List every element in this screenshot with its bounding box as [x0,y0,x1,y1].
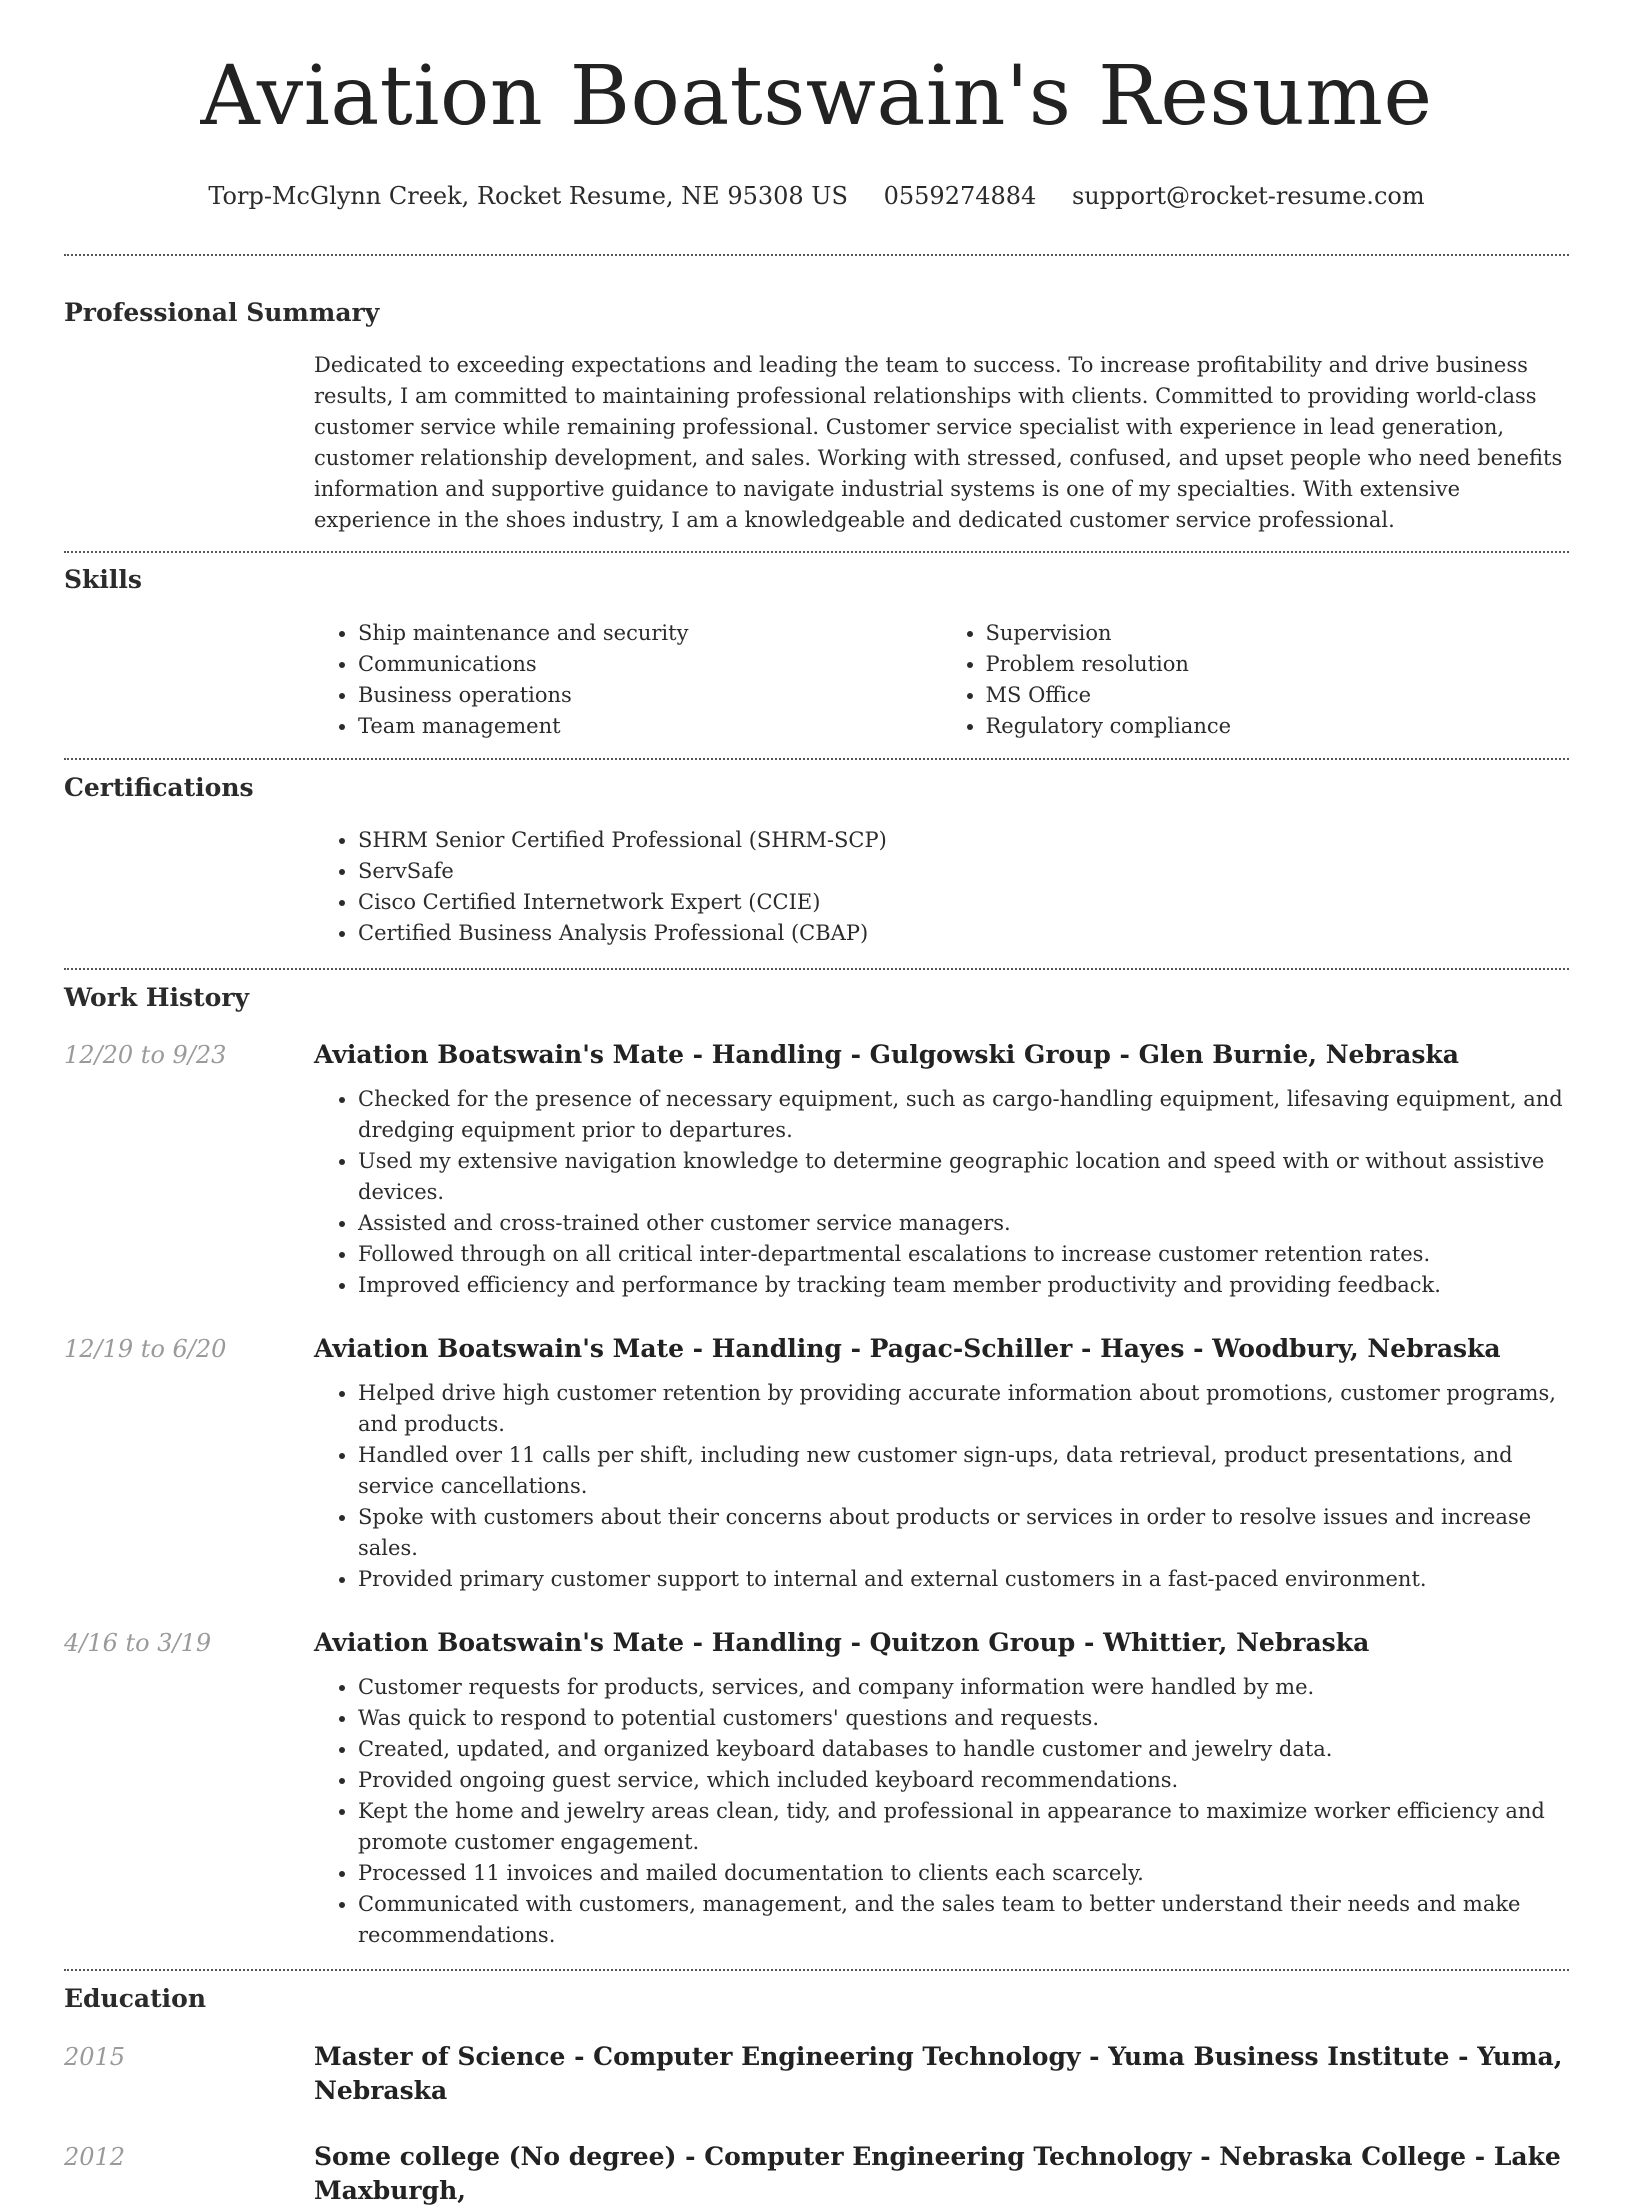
skills-list-left [314,618,942,742]
education-section [64,1982,1569,2208]
skill-item: • Ship maintenance and security [358,618,942,649]
job-entry [64,1038,1569,1301]
work-heading: Work History [64,983,250,1012]
job-dates: 12/19 to 6/20 [64,1335,227,1363]
divider [64,254,1569,256]
contact-address: Torp-McGlynn Creek, Rocket Resume, NE 95308 US [208,182,848,210]
skill-item: • Problem resolution [986,649,1570,680]
education-entry [64,2040,1569,2108]
job-bullets [314,1672,1569,1951]
certifications-list [314,825,1569,949]
certifications-heading: Certifications [64,773,254,802]
summary-text: Dedicated to exceeding expectations and leading the team to success. To increase profitability and drive business results, I am committed to maintaining professional relationships with clients. Committed to providing world-class customer service while remaining professional. Customer service specialist with experience in lead generation, customer relationship development, and sales. Working with stressed, confused, and upset people who need benefits information and supportive guidance to navigate industrial systems is one of my specialties. With extensive experience in the shoes industry, I am a knowledgeable and dedicated customer service professional. [314,353,1563,532]
job-bullet: • Provided ongoing guest service, which included keyboard recommendations. [358,1765,1569,1796]
job-bullet: • Assisted and cross-trained other customer service managers. [358,1208,1569,1239]
certification-item: • SHRM Senior Certified Professional (SHRM-SCP) [358,825,1569,856]
skill-item: • Business operations [358,680,942,711]
skill-item: • Communications [358,649,942,680]
job-dates: 12/20 to 9/23 [64,1041,227,1069]
resume-title: Aviation Boatswain's Resume [200,49,1433,144]
job-bullets [314,1084,1569,1301]
job-bullet: • Created, updated, and organized keyboard databases to handle customer and jewelry data. [358,1734,1569,1765]
job-entry [64,1332,1569,1595]
job-entry [64,1626,1569,1951]
job-bullet: • Helped drive high customer retention by providing accurate information about promotions, customer programs, and products. [358,1378,1569,1440]
job-bullets [314,1378,1569,1595]
job-bullet: • Checked for the presence of necessary equipment, such as cargo-handling equipment, lifesaving equipment, and dredging equipment prior to departures. [358,1084,1569,1146]
education-heading: Education [64,1984,207,2013]
job-title: Aviation Boatswain's Mate - Handling - Gulgowski Group - Glen Burnie, Nebraska [314,1040,1459,1069]
divider [64,758,1569,760]
job-title: Aviation Boatswain's Mate - Handling - Quitzon Group - Whittier, Nebraska [314,1628,1370,1657]
skills-heading: Skills [64,565,142,594]
job-bullet: • Provided primary customer support to internal and external customers in a fast-paced environment. [358,1564,1569,1595]
education-year: 2012 [64,2143,126,2171]
education-title: Some college (No degree) - Computer Engineering Technology - Nebraska College - Lake Maxburgh, [314,2142,1561,2205]
skill-item: • MS Office [986,680,1570,711]
skill-item: • Team management [358,711,942,742]
job-bullet: • Communicated with customers, management, and the sales team to better understand their needs and make recommendations. [358,1889,1569,1951]
skills-columns [314,618,1569,742]
certification-item: • ServSafe [358,856,1569,887]
job-bullet: • Kept the home and jewelry areas clean, tidy, and professional in appearance to maximize worker efficiency and promote customer engagement. [358,1796,1569,1858]
contact-line [64,180,1569,212]
education-title: Master of Science - Computer Engineering Technology - Yuma Business Institute - Yuma, Nebraska [314,2042,1563,2105]
job-bullet: • Improved efficiency and performance by tracking team member productivity and providing feedback. [358,1270,1569,1301]
contact-phone: 0559274884 [883,182,1037,210]
divider [64,968,1569,970]
job-bullet: • Followed through on all critical inter-departmental escalations to increase customer retention rates. [358,1239,1569,1270]
contact-email: support@rocket-resume.com [1071,182,1425,210]
education-body [314,2140,1569,2208]
job-bullet: • Handled over 11 calls per shift, including new customer sign-ups, data retrieval, product presentations, and service cancellations. [358,1440,1569,1502]
job-body [314,1332,1569,1595]
summary-body [314,350,1569,536]
education-entry [64,2140,1569,2208]
job-bullet: • Customer requests for products, services, and company information were handled by me. [358,1672,1569,1703]
summary-heading: Professional Summary [64,298,380,327]
skill-item: • Regulatory compliance [986,711,1570,742]
skills-section [64,563,1569,742]
certification-item: • Cisco Certified Internetwork Expert (CCIE) [358,887,1569,918]
divider [64,551,1569,553]
skills-list-right [942,618,1570,742]
work-section [64,981,1569,1951]
certifications-body [314,825,1569,949]
job-title: Aviation Boatswain's Mate - Handling - Pagac-Schiller - Hayes - Woodbury, Nebraska [314,1334,1501,1363]
job-dates: 4/16 to 3/19 [64,1629,212,1657]
education-year: 2015 [64,2043,126,2071]
job-bullet: • Spoke with customers about their concerns about products or services in order to resolve issues and increase sales. [358,1502,1569,1564]
job-bullet: • Was quick to respond to potential customers' questions and requests. [358,1703,1569,1734]
skill-item: • Supervision [986,618,1570,649]
resume-page [64,0,1569,2208]
divider [64,1969,1569,1971]
education-body [314,2040,1569,2108]
certifications-section [64,771,1569,949]
certification-item: • Certified Business Analysis Professional (CBAP) [358,918,1569,949]
job-body [314,1038,1569,1301]
job-body [314,1626,1569,1951]
summary-section [64,296,1569,536]
job-bullet: • Used my extensive navigation knowledge to determine geographic location and speed with or without assistive devices. [358,1146,1569,1208]
job-bullet: • Processed 11 invoices and mailed documentation to clients each scarcely. [358,1858,1569,1889]
